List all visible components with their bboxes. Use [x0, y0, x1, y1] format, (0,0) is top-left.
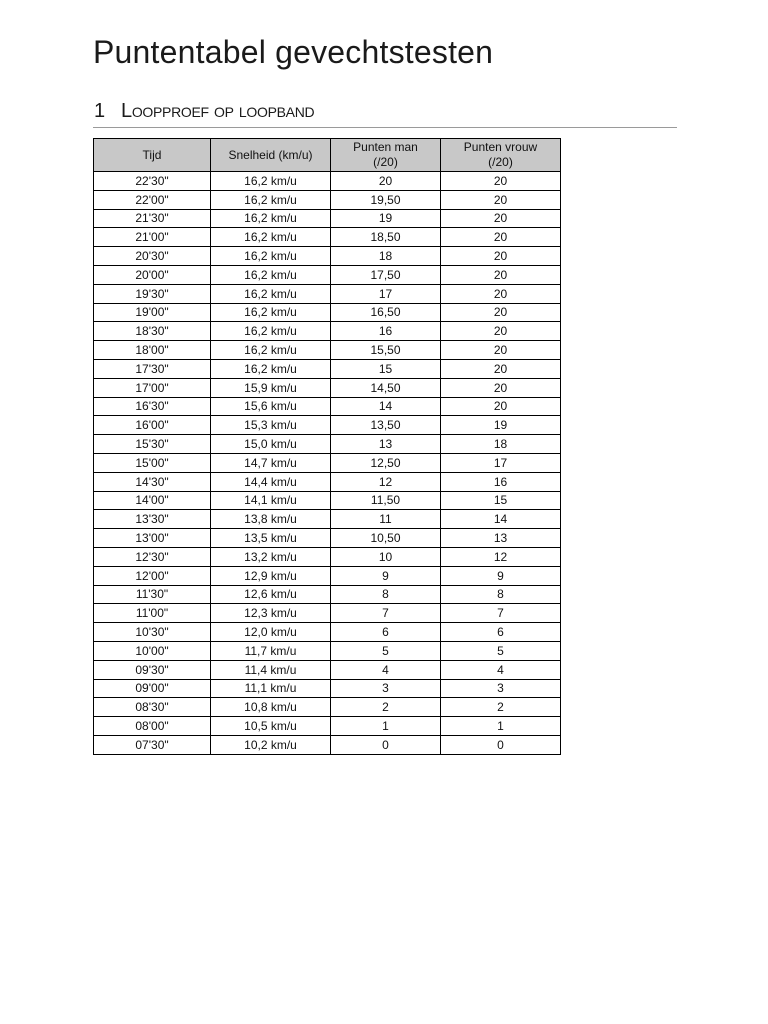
cell-speed: 12,0 km/u [211, 623, 331, 642]
cell-speed: 13,8 km/u [211, 510, 331, 529]
cell-time: 20'30" [94, 247, 211, 266]
cell-speed: 16,2 km/u [211, 359, 331, 378]
table-row [94, 660, 561, 679]
cell-points-woman: 4 [441, 660, 561, 679]
table-row [94, 284, 561, 303]
cell-time: 12'30" [94, 547, 211, 566]
cell-speed: 13,2 km/u [211, 547, 331, 566]
cell-time: 21'30" [94, 209, 211, 228]
cell-points-woman: 3 [441, 679, 561, 698]
cell-points-man: 12,50 [331, 453, 441, 472]
header-points-man [331, 139, 441, 172]
cell-points-woman: 6 [441, 623, 561, 642]
cell-points-man: 11,50 [331, 491, 441, 510]
cell-points-woman: 8 [441, 585, 561, 604]
table-row [94, 228, 561, 247]
cell-points-man: 18 [331, 247, 441, 266]
table-row [94, 435, 561, 454]
cell-time: 08'30" [94, 698, 211, 717]
cell-time: 07'30" [94, 735, 211, 754]
header-label-line1: Punten vrouw [463, 140, 538, 154]
cell-time: 18'30" [94, 322, 211, 341]
cell-points-man: 19,50 [331, 190, 441, 209]
cell-speed: 15,6 km/u [211, 397, 331, 416]
section-title: Loopproef op loopband [121, 100, 315, 122]
cell-points-man: 10 [331, 547, 441, 566]
cell-points-man: 17 [331, 284, 441, 303]
cell-speed: 14,7 km/u [211, 453, 331, 472]
cell-speed: 16,2 km/u [211, 172, 331, 191]
table-row [94, 585, 561, 604]
cell-time: 11'30" [94, 585, 211, 604]
cell-time: 22'00" [94, 190, 211, 209]
cell-points-man: 20 [331, 172, 441, 191]
cell-points-man: 14,50 [331, 378, 441, 397]
cell-time: 09'30" [94, 660, 211, 679]
cell-speed: 16,2 km/u [211, 228, 331, 247]
cell-points-man: 16,50 [331, 303, 441, 322]
table-row [94, 623, 561, 642]
cell-speed: 14,4 km/u [211, 472, 331, 491]
cell-speed: 12,9 km/u [211, 566, 331, 585]
cell-time: 10'00" [94, 641, 211, 660]
table-row [94, 247, 561, 266]
cell-speed: 16,2 km/u [211, 247, 331, 266]
cell-points-woman: 7 [441, 604, 561, 623]
table-row [94, 604, 561, 623]
header-label-line1: Snelheid (km/u) [228, 147, 313, 162]
cell-speed: 16,2 km/u [211, 322, 331, 341]
cell-time: 20'00" [94, 265, 211, 284]
cell-points-woman: 20 [441, 209, 561, 228]
cell-points-woman: 5 [441, 641, 561, 660]
cell-speed: 13,5 km/u [211, 529, 331, 548]
table-row [94, 397, 561, 416]
cell-speed: 12,3 km/u [211, 604, 331, 623]
table-row [94, 359, 561, 378]
section-number: 1 [94, 100, 106, 122]
cell-speed: 15,9 km/u [211, 378, 331, 397]
table-row [94, 566, 561, 585]
header-points-woman [441, 139, 561, 172]
table-row [94, 547, 561, 566]
cell-speed: 10,2 km/u [211, 735, 331, 754]
cell-time: 17'00" [94, 378, 211, 397]
cell-points-man: 3 [331, 679, 441, 698]
table-row [94, 378, 561, 397]
table-row [94, 190, 561, 209]
cell-speed: 16,2 km/u [211, 284, 331, 303]
header-label-line1: Tijd [142, 147, 162, 162]
cell-points-woman: 20 [441, 322, 561, 341]
cell-time: 11'00" [94, 604, 211, 623]
cell-speed: 14,1 km/u [211, 491, 331, 510]
cell-points-woman: 15 [441, 491, 561, 510]
cell-points-woman: 2 [441, 698, 561, 717]
cell-speed: 16,2 km/u [211, 303, 331, 322]
table-row [94, 510, 561, 529]
cell-time: 19'30" [94, 284, 211, 303]
cell-time: 17'30" [94, 359, 211, 378]
table-row [94, 472, 561, 491]
cell-points-man: 9 [331, 566, 441, 585]
cell-points-woman: 9 [441, 566, 561, 585]
cell-speed: 16,2 km/u [211, 265, 331, 284]
table-row [94, 265, 561, 284]
cell-speed: 15,3 km/u [211, 416, 331, 435]
cell-time: 22'30" [94, 172, 211, 191]
table-row [94, 341, 561, 360]
cell-time: 10'30" [94, 623, 211, 642]
table-row [94, 698, 561, 717]
cell-points-man: 16 [331, 322, 441, 341]
cell-points-man: 6 [331, 623, 441, 642]
table-row [94, 453, 561, 472]
cell-points-man: 10,50 [331, 529, 441, 548]
cell-speed: 16,2 km/u [211, 209, 331, 228]
table-row [94, 322, 561, 341]
cell-points-man: 11 [331, 510, 441, 529]
header-label-line2: (/20) [373, 155, 398, 169]
cell-speed: 12,6 km/u [211, 585, 331, 604]
cell-speed: 11,4 km/u [211, 660, 331, 679]
cell-points-woman: 20 [441, 228, 561, 247]
cell-points-woman: 20 [441, 265, 561, 284]
cell-points-woman: 13 [441, 529, 561, 548]
table-row [94, 209, 561, 228]
cell-time: 21'00" [94, 228, 211, 247]
table-row [94, 717, 561, 736]
cell-time: 18'00" [94, 341, 211, 360]
cell-speed: 16,2 km/u [211, 190, 331, 209]
cell-time: 12'00" [94, 566, 211, 585]
document-title: Puntentabel gevechtstesten [93, 34, 494, 70]
cell-points-man: 12 [331, 472, 441, 491]
cell-points-man: 14 [331, 397, 441, 416]
cell-speed: 10,5 km/u [211, 717, 331, 736]
cell-time: 19'00" [94, 303, 211, 322]
table-row [94, 641, 561, 660]
score-table [93, 138, 561, 755]
section-heading [93, 100, 677, 128]
cell-time: 16'00" [94, 416, 211, 435]
cell-points-woman: 20 [441, 341, 561, 360]
cell-time: 15'00" [94, 453, 211, 472]
table-row [94, 491, 561, 510]
table-body [94, 172, 561, 755]
cell-points-man: 19 [331, 209, 441, 228]
cell-points-woman: 17 [441, 453, 561, 472]
cell-points-woman: 14 [441, 510, 561, 529]
cell-points-woman: 20 [441, 303, 561, 322]
cell-speed: 11,7 km/u [211, 641, 331, 660]
cell-time: 16'30" [94, 397, 211, 416]
cell-points-man: 18,50 [331, 228, 441, 247]
header-label-line1: Punten man [353, 140, 418, 154]
cell-points-woman: 20 [441, 359, 561, 378]
cell-points-woman: 0 [441, 735, 561, 754]
cell-time: 14'00" [94, 491, 211, 510]
cell-points-man: 4 [331, 660, 441, 679]
header-label-line2: (/20) [488, 155, 513, 169]
cell-points-woman: 20 [441, 247, 561, 266]
table-row [94, 172, 561, 191]
cell-speed: 16,2 km/u [211, 341, 331, 360]
cell-time: 09'00" [94, 679, 211, 698]
cell-points-man: 8 [331, 585, 441, 604]
cell-points-woman: 20 [441, 190, 561, 209]
cell-time: 13'00" [94, 529, 211, 548]
table-header-row [94, 139, 561, 172]
cell-time: 15'30" [94, 435, 211, 454]
cell-time: 13'30" [94, 510, 211, 529]
cell-points-man: 15,50 [331, 341, 441, 360]
cell-points-woman: 20 [441, 397, 561, 416]
cell-points-man: 13 [331, 435, 441, 454]
cell-points-man: 0 [331, 735, 441, 754]
cell-points-woman: 20 [441, 284, 561, 303]
table-row [94, 303, 561, 322]
cell-points-woman: 20 [441, 172, 561, 191]
cell-time: 14'30" [94, 472, 211, 491]
cell-points-man: 15 [331, 359, 441, 378]
cell-points-woman: 16 [441, 472, 561, 491]
cell-time: 08'00" [94, 717, 211, 736]
cell-points-man: 5 [331, 641, 441, 660]
cell-speed: 15,0 km/u [211, 435, 331, 454]
cell-points-woman: 18 [441, 435, 561, 454]
table-row [94, 416, 561, 435]
header-speed [211, 139, 331, 172]
cell-points-woman: 19 [441, 416, 561, 435]
cell-points-man: 7 [331, 604, 441, 623]
header-time [94, 139, 211, 172]
cell-points-man: 1 [331, 717, 441, 736]
table-row [94, 529, 561, 548]
cell-speed: 10,8 km/u [211, 698, 331, 717]
cell-points-woman: 12 [441, 547, 561, 566]
cell-speed: 11,1 km/u [211, 679, 331, 698]
cell-points-man: 13,50 [331, 416, 441, 435]
cell-points-woman: 20 [441, 378, 561, 397]
cell-points-woman: 1 [441, 717, 561, 736]
cell-points-man: 17,50 [331, 265, 441, 284]
table-row [94, 735, 561, 754]
cell-points-man: 2 [331, 698, 441, 717]
table-row [94, 679, 561, 698]
